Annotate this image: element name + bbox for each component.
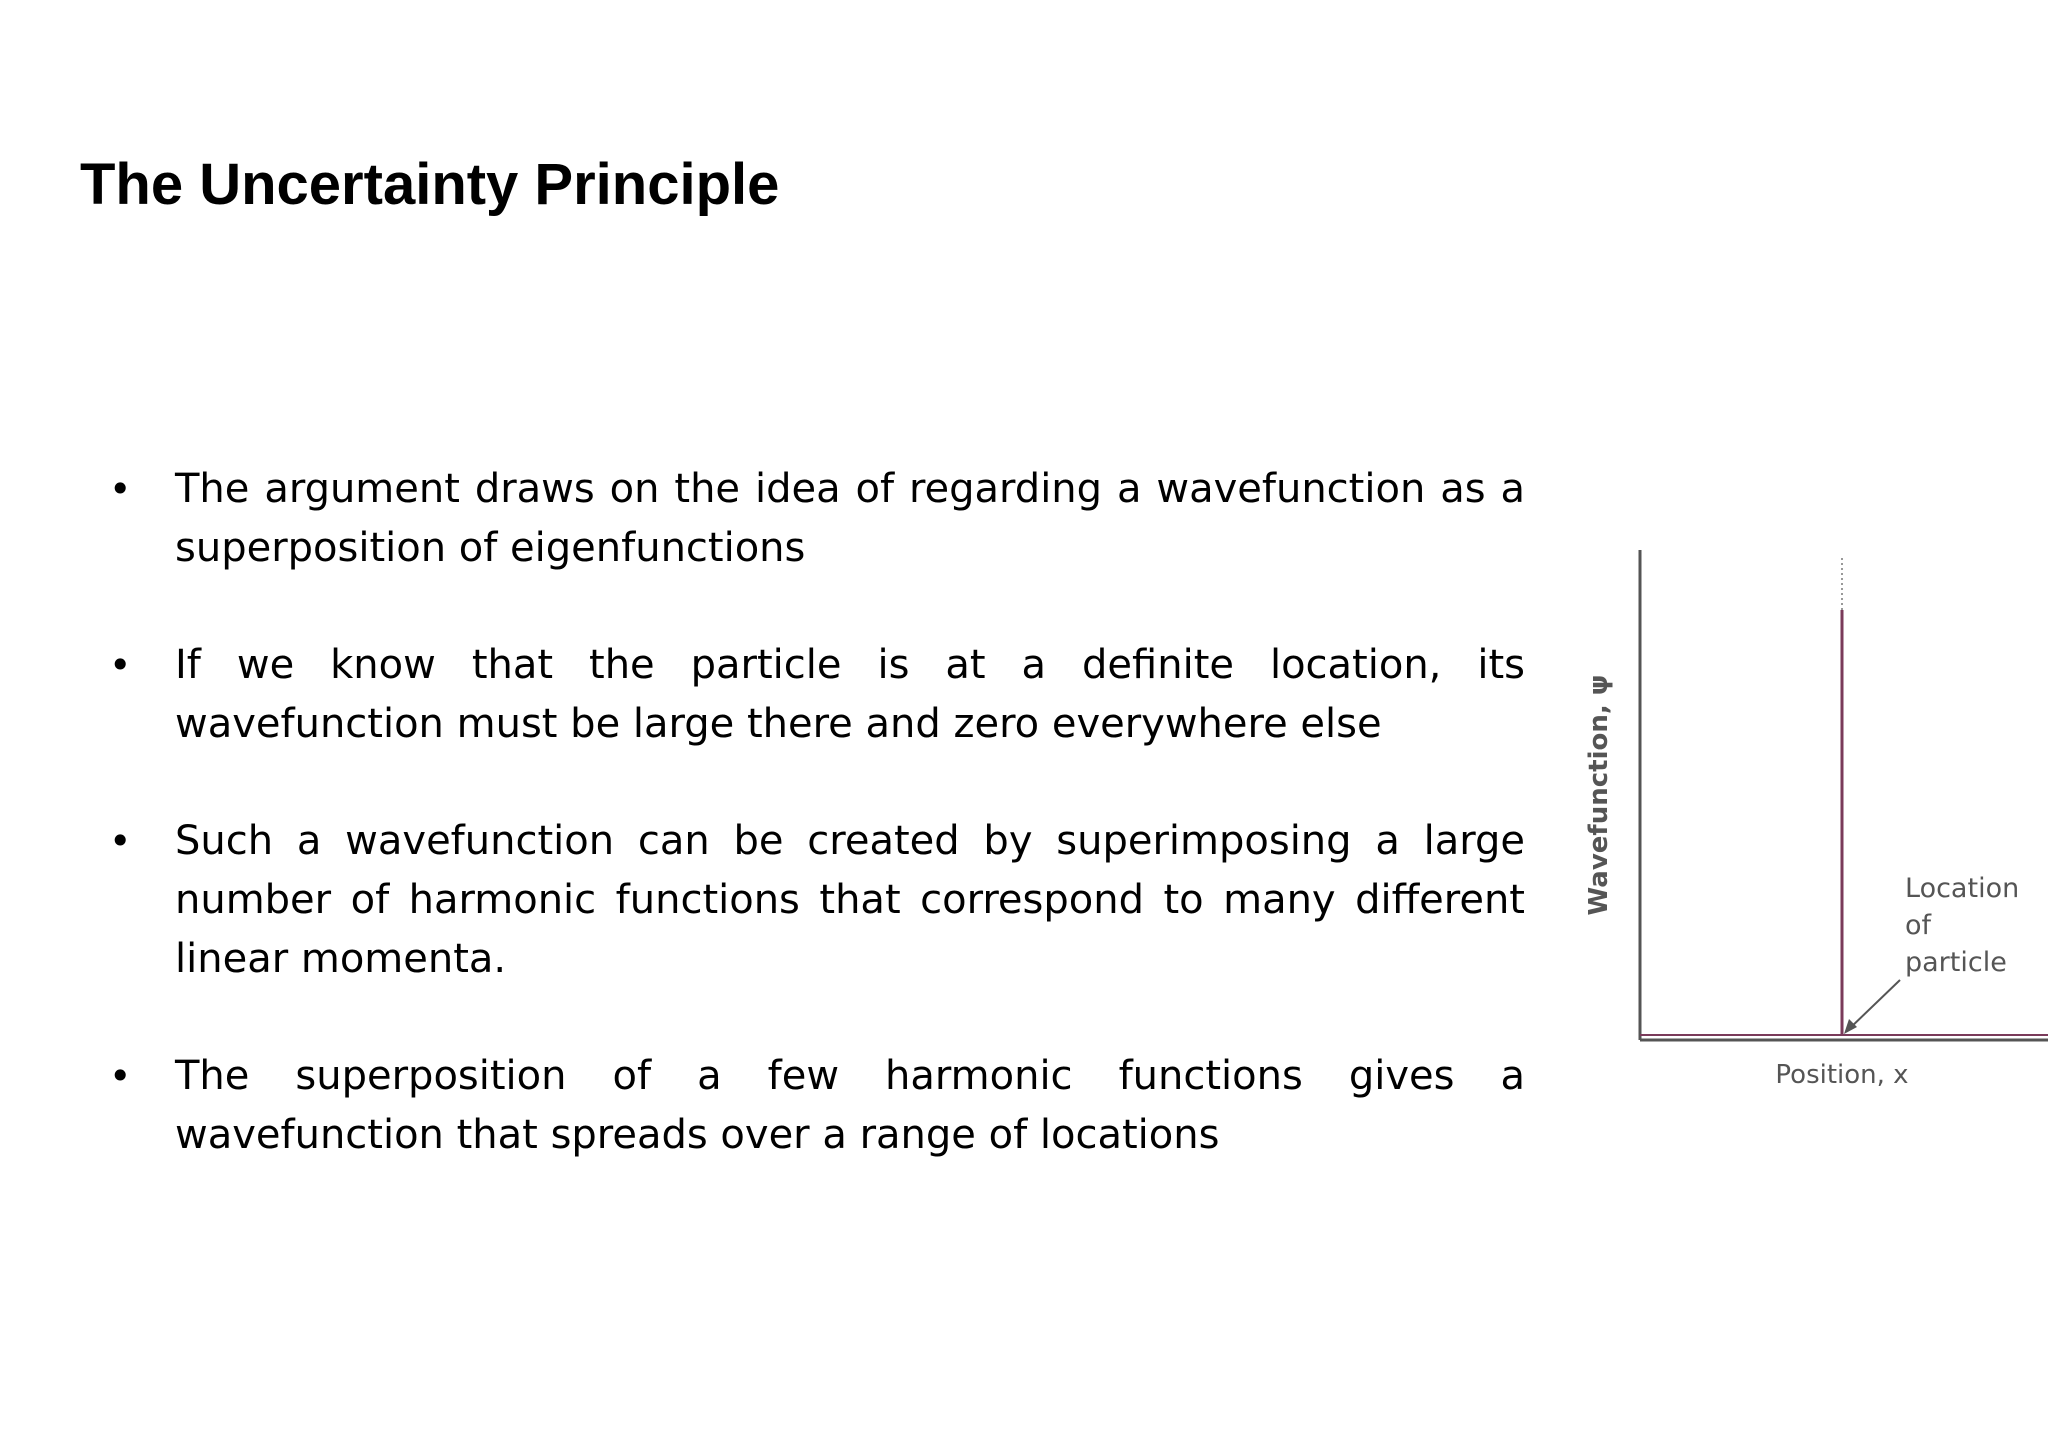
bullet-item-2	[105, 636, 1525, 754]
annotation-line-3: particle	[1905, 947, 2007, 978]
annotation-arrow-line	[1848, 980, 1900, 1030]
bullet-text: If we know that the particle is at a definite location, its wavefunction must be large there and zero everywhere else	[175, 642, 1525, 747]
bullet-list	[105, 460, 1525, 1223]
bullet-dot-icon: •	[109, 467, 132, 511]
annotation-line-2: of	[1905, 910, 1932, 941]
slide-title: The Uncertainty Principle	[80, 152, 780, 217]
annotation-arrowhead-icon	[1844, 1019, 1857, 1034]
bullet-item-1	[105, 460, 1525, 578]
wavefunction-diagram	[1570, 530, 2048, 1090]
bullet-item-3	[105, 812, 1525, 989]
bullet-text: The superposition of a few harmonic functions gives a wavefunction that spreads over a range of locations	[175, 1053, 1525, 1158]
bullet-text: Such a wavefunction can be created by superimposing a large number of harmonic functions that correspond to many different linear momenta.	[175, 818, 1525, 982]
bullet-dot-icon: •	[109, 819, 132, 863]
x-axis-label: Position, x	[1775, 1060, 1909, 1090]
wavefunction-figure	[1570, 530, 2048, 1090]
bullet-dot-icon: •	[109, 643, 132, 687]
bullet-text: The argument draws on the idea of regarding a wavefunction as a superposition of eigenfunctions	[175, 466, 1525, 571]
bullet-item-4	[105, 1047, 1525, 1165]
annotation-line-1: Location	[1905, 873, 2020, 904]
bullet-dot-icon: •	[109, 1054, 132, 1098]
y-axis-label: Wavefunction, ψ	[1584, 674, 1614, 916]
